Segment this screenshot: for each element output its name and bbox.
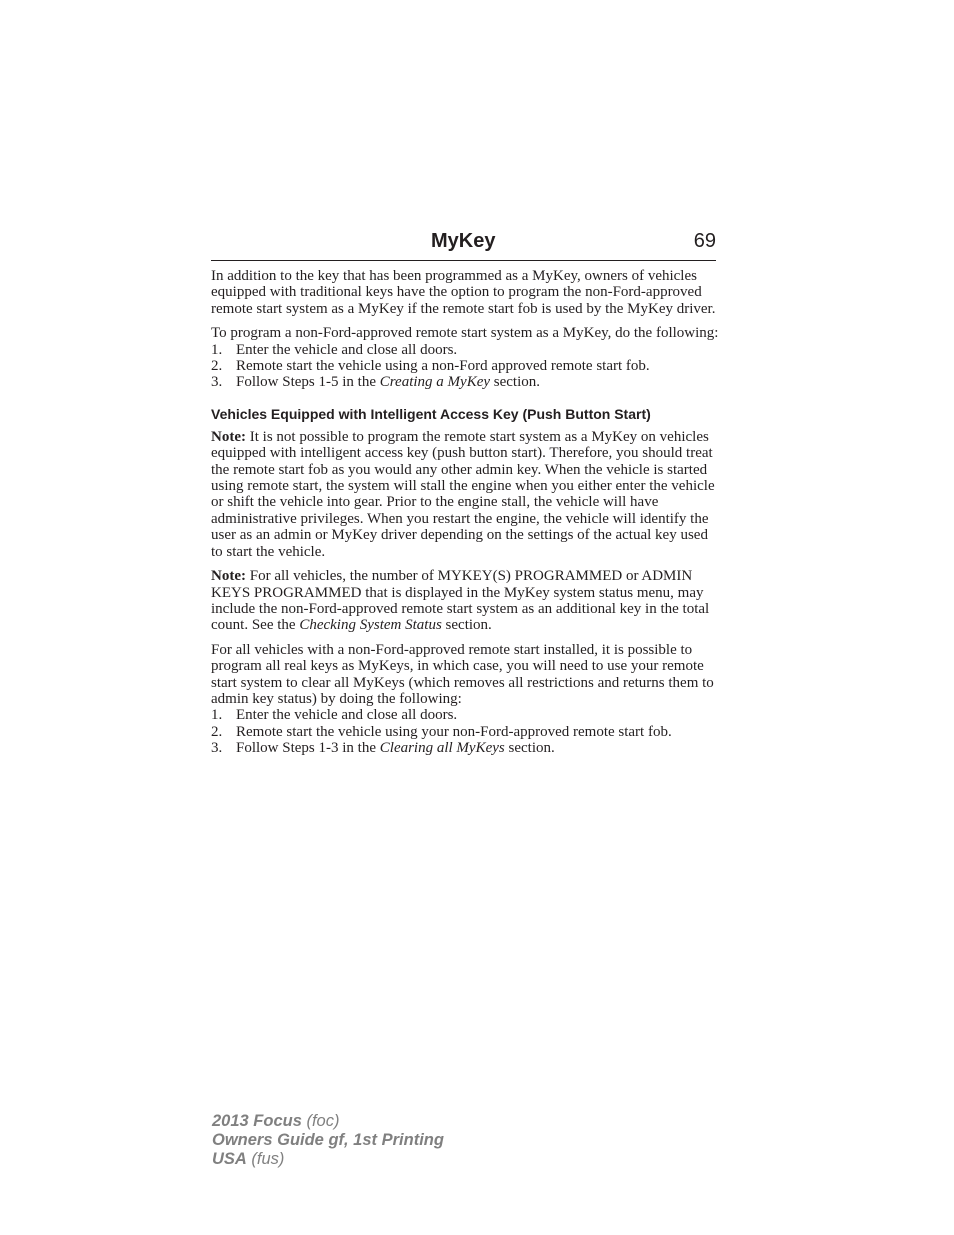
note-paragraph: Note: For all vehicles, the number of MYKEY(S) PROGRAMMED or ADMIN KEYS PROGRAMMED that is displayed in the MyKey system status menu, may include the non-Ford-approved remote start system as an additional key in the total count. See the Checking System Status section. xyxy=(211,568,710,634)
list-item: 2. Remote start the vehicle using a non-Ford approved remote start fob. xyxy=(211,358,650,375)
note-label: Note: xyxy=(211,568,246,585)
intro-paragraph: In addition to the key that has been programmed as a MyKey, owners of vehicles equipped with traditional keys have the option to program the non-Ford-approved remote start system as a MyKey if the remote start fob is used by the MyKey driver. xyxy=(211,268,716,317)
list-item: 2. Remote start the vehicle using your non-Ford-approved remote start fob. xyxy=(211,723,672,740)
list-item: 1. Enter the vehicle and close all doors. xyxy=(211,341,458,358)
list-item: 3. Follow Steps 1-5 in the Creating a MyKey section. xyxy=(211,374,541,391)
section-reference: Creating a MyKey xyxy=(379,374,491,391)
page-title: MyKey xyxy=(431,230,496,252)
clear-instructions: For all vehicles with a non-Ford-approved remote start installed, it is possible to program all real keys as MyKeys, in which case, you will need to use your remote start system to clear all MyKeys (which removes all restrictions and returns them to admin key status) by doing the following: xyxy=(211,641,714,707)
list-item: 3. Follow Steps 1-3 in the Clearing all MyKeys section. xyxy=(211,740,555,757)
note-paragraph: Note: It is not possible to program the remote start system as a MyKey on vehicles equipped with intelligent access key (push button start). Therefore, you should treat the remote start fob as you would any other admin key. When the vehicle is started using remote start, the system will stall the engine when you either enter the vehicle or shift the vehicle into gear. Prior to the engine stall, the vehicle will have administrative privileges. When you restart the engine, the vehicle will identify the user as an admin or MyKey driver depending on the settings of the actual key used to start the vehicle. xyxy=(211,428,715,560)
footer-region-line: USA (fus) xyxy=(212,1150,285,1168)
list-item: 1. Enter the vehicle and close all doors. xyxy=(211,707,458,724)
program-steps xyxy=(211,342,719,391)
page-number: 69 xyxy=(693,230,716,252)
footer-guide-line: Owners Guide gf, 1st Printing xyxy=(212,1131,444,1149)
page-content xyxy=(211,268,719,765)
section-reference: Clearing all MyKeys xyxy=(379,740,505,757)
note-label: Note: xyxy=(211,428,246,445)
page-footer xyxy=(212,1112,444,1169)
section-reference: Checking System Status xyxy=(299,617,442,634)
clear-steps xyxy=(211,707,719,756)
page-header xyxy=(211,228,716,261)
footer-model-line: 2013 Focus (foc) xyxy=(212,1112,340,1130)
section-heading: Vehicles Equipped with Intelligent Access Key (Push Button Start) xyxy=(211,405,651,422)
program-instructions: To program a non-Ford-approved remote start system as a MyKey, do the following: xyxy=(211,325,719,342)
